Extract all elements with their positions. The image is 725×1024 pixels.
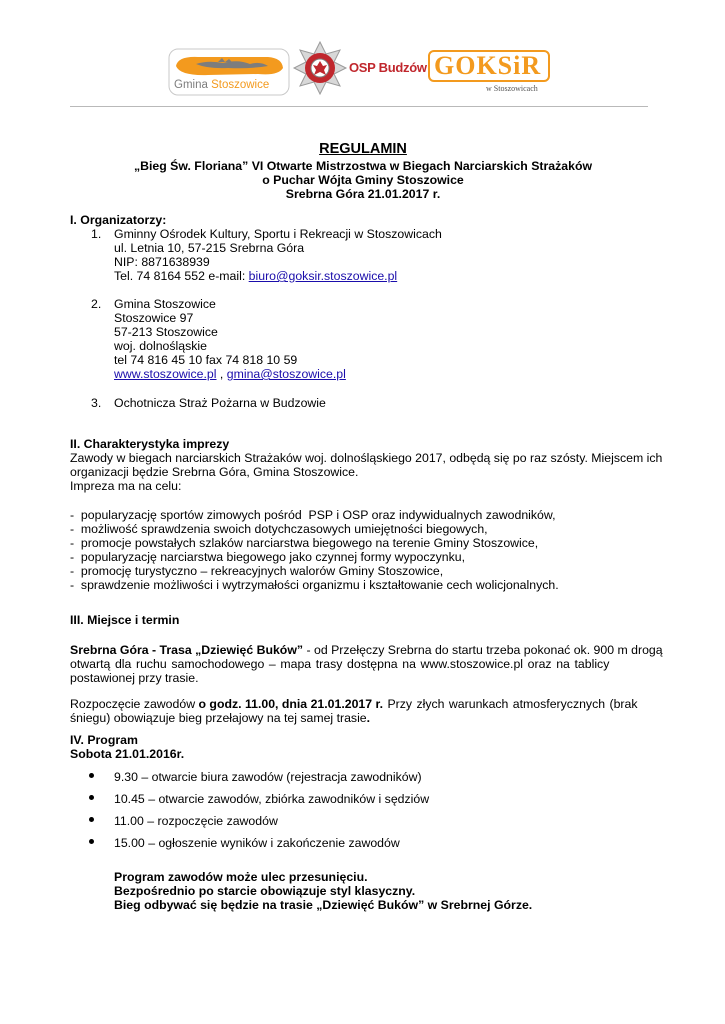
program-note: Bieg odbywać się będzie na trasie „Dziewięć Buków” w Srebrnej Górze. bbox=[114, 898, 533, 912]
org-2-links-separator: , bbox=[216, 367, 227, 381]
org-2-links bbox=[114, 367, 346, 381]
program-note: Program zawodów może ulec przesunięciu. bbox=[114, 870, 368, 884]
program-date: Sobota 21.01.2016r. bbox=[70, 747, 185, 761]
goal-item: - promocje powstałych szlaków narciarstwa biegowego na terenie Gminy Stoszowice, bbox=[70, 536, 539, 550]
start-prefix: Rozpoczęcie zawodów bbox=[70, 697, 199, 711]
title-text: REGULAMIN bbox=[319, 141, 407, 157]
org-2-address-1: Stoszowice 97 bbox=[114, 311, 194, 325]
section-1-heading: I. Organizatorzy: bbox=[70, 213, 167, 227]
program-item bbox=[0, 792, 725, 806]
route-line-2: otwartą dla ruchu samochodowego – mapa trasy dostępna na www.stoszowice.pl oraz na tablicy bbox=[70, 657, 610, 671]
route-line-1 bbox=[70, 643, 663, 657]
program-item-text: 9.30 – otwarcie biura zawodów (rejestracja zawodników) bbox=[114, 770, 422, 784]
org-2-name: Gmina Stoszowice bbox=[114, 297, 216, 311]
section-2-heading: II. Charakterystyka imprezy bbox=[70, 437, 230, 451]
goal-item: - możliwość sprawdzenia swoich dotychczasowych umiejętności biegowych, bbox=[70, 522, 488, 536]
goksir-logo-subtitle: w Stoszowicach bbox=[486, 84, 538, 93]
bullet-icon bbox=[89, 817, 94, 822]
org-1-nip: NIP: 8871638939 bbox=[114, 255, 210, 269]
program-item bbox=[0, 836, 725, 850]
route-line-1-rest: - od Przełęczy Srebrna do startu trzeba pokonać ok. 900 m drogą bbox=[303, 643, 663, 657]
goal-item: - promocję turystyczno – rekreacyjnych walorów Gminy Stoszowice, bbox=[70, 564, 444, 578]
goal-item: - sprawdzenie możliwości i wytrzymałości organizmu i kształtowanie cech wolicjonalnych. bbox=[70, 578, 559, 592]
header bbox=[0, 0, 725, 110]
program-item-text: 11.00 – rozpoczęcie zawodów bbox=[114, 814, 278, 828]
org-1-contact bbox=[114, 269, 397, 283]
section-2-para-line-1: Zawody w biegach narciarskich Strażaków woj. dolnośląskiego 2017, odbędą się po raz szósty. Miejscem ich bbox=[70, 451, 663, 465]
goal-item: - popularyzację narciarstwa biegowego jako czynnej formy wypoczynku, bbox=[70, 550, 466, 564]
start-line-2-dot: . bbox=[366, 711, 371, 725]
gmina-logo-text-2: Stoszowice bbox=[211, 79, 270, 91]
start-line-2-text: śniegu) obowiązuje bieg przełajowy na tej samej trasie bbox=[70, 711, 367, 725]
org-1-name: Gminny Ośrodek Kultury, Sportu i Rekreacji w Stoszowicach bbox=[114, 227, 442, 241]
program-note: Bezpośrednio po starcie obowiązuje styl klasyczny. bbox=[114, 884, 416, 898]
program-item-text: 15.00 – ogłoszenie wyników i zakończenie zawodów bbox=[114, 836, 400, 850]
gmina-stoszowice-logo bbox=[168, 48, 290, 96]
route-line-3: postawionej przy trasie. bbox=[70, 671, 199, 685]
route-name: Srebrna Góra - Trasa „Dziewięć Buków” bbox=[70, 643, 304, 657]
org-1-number: 1. bbox=[91, 227, 102, 241]
osp-logo-text: OSP Budzów bbox=[349, 60, 427, 75]
org-2-number: 2. bbox=[91, 297, 102, 311]
org-3-number: 3. bbox=[91, 396, 102, 410]
org-3-name: Ochotnicza Straż Pożarna w Budzowie bbox=[114, 396, 326, 410]
section-4-heading: IV. Program bbox=[70, 733, 138, 747]
org-2-phone: tel 74 816 45 10 fax 74 818 10 59 bbox=[114, 353, 298, 367]
bullet-icon bbox=[89, 839, 94, 844]
section-3-heading: III. Miejsce i termin bbox=[70, 613, 180, 627]
subtitle-line-2: o Puchar Wójta Gminy Stoszowice bbox=[262, 173, 464, 187]
org-2-region: woj. dolnośląskie bbox=[114, 339, 207, 353]
start-datetime: o godz. 11.00, dnia 21.01.2017 r. bbox=[198, 697, 384, 711]
org-2-email-link[interactable]: gmina@stoszowice.pl bbox=[226, 367, 346, 381]
subtitle-line-1: „Bieg Św. Floriana” VI Otwarte Mistrzostwa w Biegach Narciarskich Strażaków bbox=[133, 159, 593, 173]
section-2-para-line-2: organizacji będzie Srebrna Góra, Gmina Stoszowice. bbox=[70, 465, 359, 479]
goksir-logo bbox=[428, 50, 554, 96]
fire-brigade-emblem-icon bbox=[292, 40, 348, 96]
goal-item: - popularyzację sportów zimowych pośród PSP i OSP oraz indywidualnych zawodników, bbox=[70, 508, 556, 522]
start-line-2 bbox=[70, 711, 370, 725]
goksir-logo-text: GOKSiR bbox=[434, 51, 542, 80]
start-rest: Przy złych warunkach atmosferycznych (brak bbox=[383, 697, 638, 711]
program-item-text: 10.45 – otwarcie zawodów, zbiórka zawodników i sędziów bbox=[114, 792, 430, 806]
bullet-icon bbox=[89, 773, 94, 778]
org-1-contact-prefix: Tel. 74 8164 552 e-mail: bbox=[114, 269, 249, 283]
program-item bbox=[0, 814, 725, 828]
org-1-email-link[interactable]: biuro@goksir.stoszowice.pl bbox=[248, 269, 398, 283]
program-item bbox=[0, 770, 725, 784]
bullet-icon bbox=[89, 795, 94, 800]
document-title bbox=[70, 142, 656, 156]
org-2-www-link[interactable]: www.stoszowice.pl bbox=[114, 367, 217, 381]
header-divider bbox=[70, 106, 648, 107]
section-2-goal-intro: Impreza ma na celu: bbox=[70, 479, 182, 493]
org-1-address: ul. Letnia 10, 57-215 Srebrna Góra bbox=[114, 241, 305, 255]
gmina-logo-text-1: Gmina bbox=[174, 79, 208, 91]
osp-budzow-logo bbox=[292, 40, 427, 96]
start-line-1 bbox=[70, 697, 638, 711]
subtitle-line-3: Srebrna Góra 21.01.2017 r. bbox=[285, 187, 441, 201]
org-2-address-2: 57-213 Stoszowice bbox=[114, 325, 218, 339]
